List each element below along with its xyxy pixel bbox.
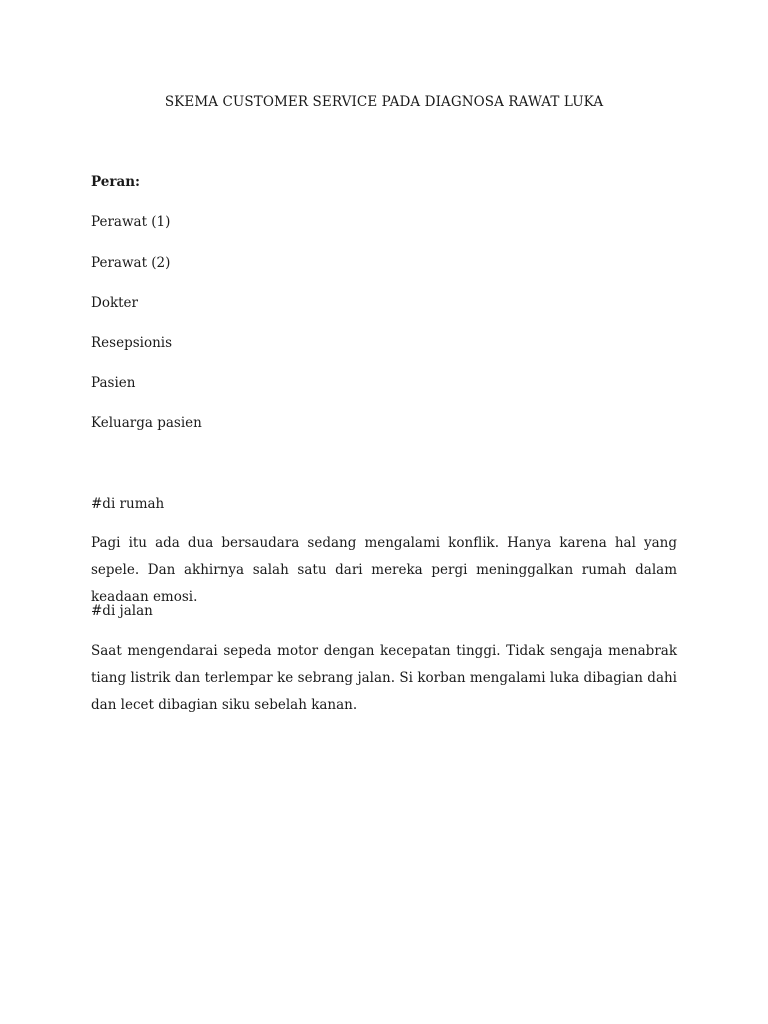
scene-heading-home: #di rumah	[91, 496, 165, 512]
scene-heading-road: #di jalan	[91, 603, 153, 619]
scene-paragraph-home: Pagi itu ada dua bersaudara sedang mengalami konflik. Hanya karena hal yang sepele. Dan akhirnya salah satu dari mereka pergi meninggalkan rumah dalam keadaan emosi.	[91, 535, 677, 605]
role-item: Dokter	[91, 295, 138, 311]
role-item: Pasien	[91, 375, 136, 391]
role-item: Perawat (1)	[91, 214, 171, 230]
document-title: SKEMA CUSTOMER SERVICE PADA DIAGNOSA RAWAT LUKA	[164, 94, 604, 110]
role-item: Keluarga pasien	[91, 415, 202, 431]
scene-paragraph-road: Saat mengendarai sepeda motor dengan kecepatan tinggi. Tidak sengaja menabrak tiang listrik dan terlempar ke sebrang jalan. Si korban mengalami luka dibagian dahi dan lecet dibagian siku sebelah kanan.	[91, 643, 677, 713]
role-item: Perawat (2)	[91, 255, 171, 271]
role-item: Resepsionis	[91, 335, 173, 351]
roles-heading: Peran:	[91, 174, 141, 190]
